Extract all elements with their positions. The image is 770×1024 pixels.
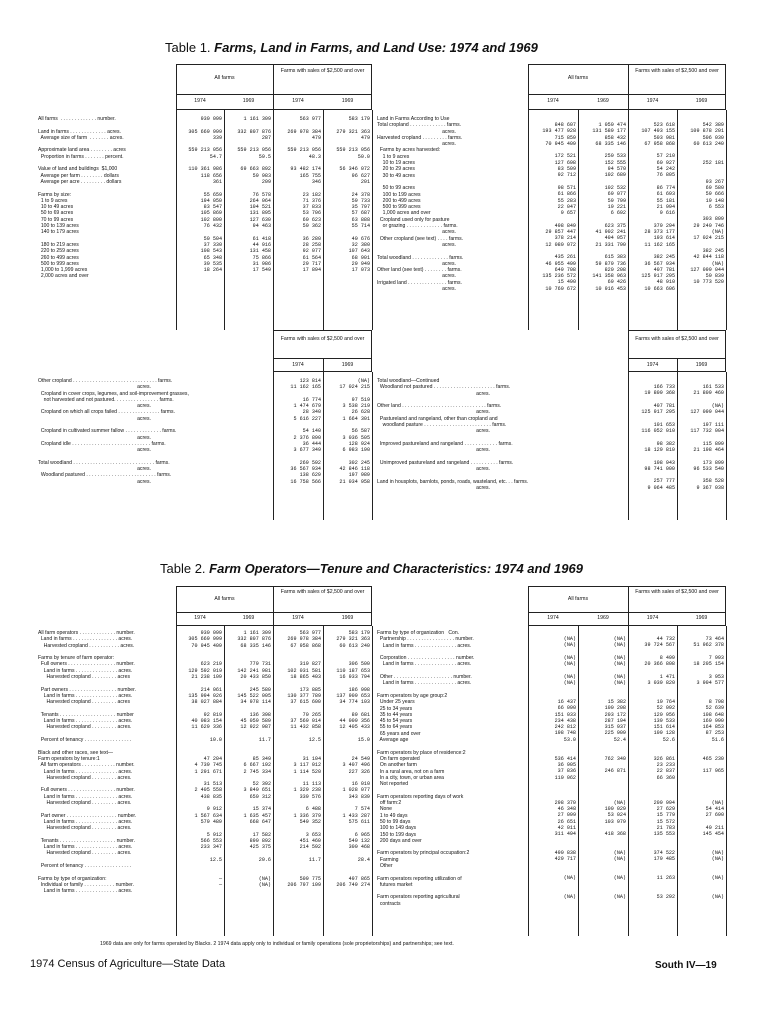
divider	[528, 626, 529, 936]
divider	[372, 110, 373, 330]
t1-low-right-sales: Farms with sales of $2,500 and over	[635, 336, 719, 342]
t1-mid-labels: Land in Farms According to Use Total cropland . . . . . . . . . . . . . farms. acres. Harvested cropland . . . . . . . . . farms. acres. Farms by acres harvested: 1 to 9 acres 10 to 19 acres 20 to 29 acres 30 to 49 acres 50 to 99 acres 100 to 199 acres 200 to 499 acres 500 to 999 acres 1,000 acres and over Cropland used only for pasture or grazing . . . . . . . . . . . . . farms. acres. Other cropland (see text) . . . . farms. acres. Total woodland . . . . . . . . . . . . . farms. acres. Other land (see text) . . . . . . . . farms. acres. Irrigated land . . . . . . . . . . . . . . farms. acres.	[377, 116, 464, 293]
footer-page-number: South IV—19	[655, 960, 717, 971]
t2-hdr-all-r: All farms	[567, 596, 589, 602]
t1-low-left-1969: 1969	[341, 362, 354, 368]
table2-number: Table 2.	[160, 561, 206, 576]
divider	[176, 626, 177, 936]
table2-title	[160, 561, 583, 576]
t2-right-1974-all: (NA) (NA) (NA) (NA) (NA) (NA) 16 437 66 090 151 033 234 438 242 812 198 748 53.0 536 414 36 905 37 836 110 062 298 370 46 348 27 099 26 651 42 011 311 494 490 838 429 717 (NA) (NA)	[554, 636, 576, 901]
t1-hdr-1969a: 1969	[242, 98, 255, 104]
divider	[323, 626, 324, 936]
t1-hdr-1969c: 1969	[597, 98, 609, 104]
t2-left-1969-sales: 583 179 279 321 363 60 613 240 306 500 110 187 653 16 933 794 186 998 137 909 653 34 774 103 89 681 44 009 356 12 405 433 15.0 24 549 3 407 496 227 326 16 010 1 028 077 343 839 7 574 1 433 287 575 611 6 965 540 132 300 468 28.4 497 865 206 749 274	[336, 630, 370, 888]
t1-low-left-1969-values: (NA) 17 024 215 97 519 3 538 219 26 628 1 664 301 56 587 3 036 505 128 924 6 983 190 302 245 42 846 118 197 989 21 034 958	[339, 378, 370, 485]
t1-low-left-1974-values: 123 814 11 162 165 16 774 1 474 679 28 340 5 616 227 54 140 2 376 890 36 444 3 677 349 269 592 36 567 934 138 629 16 758 566	[290, 378, 321, 485]
t2-hdr-sales-r: Farms with sales of $2,500 and over	[635, 589, 719, 595]
divider	[726, 626, 727, 936]
divider	[176, 94, 372, 95]
divider	[323, 372, 324, 520]
t2-hdr-all: All farms	[214, 596, 235, 602]
t1-low-right-1974-values: 166 733 19 809 368 407 781 125 917 295 101 653 116 052 010 98 382 18 129 810 108 943 98 741 000 257 777 9 064 485	[641, 384, 675, 491]
t1-low-left-1974: 1974	[292, 362, 304, 368]
divider	[224, 110, 225, 330]
divider	[528, 110, 529, 330]
divider	[528, 612, 726, 613]
t1-left-labels: All farms . . . . . . . . . . . . . number. Land in farms . . . . . . . . . . . . . acres. Average size of farm . . . . . . . acres. Approximate land area . . . . . . . . acres Proportion in farms . . . . . . . percent. Value of land and buildings $1,000 Average per farm . . . . . . . . dollars Average per acre . . . . . . . . . dollars Farms by size: 1 to 9 acres 10 to 49 acres 50 to 69 acres 70 to 99 acres 100 to 139 acres 140 to 179 acres 180 to 219 acres 220 to 259 acres 260 to 499 acres 500 to 999 acres 1,000 to 1,999 acres 2,000 acres and over	[38, 116, 126, 280]
t1-hdr-1974d: 1974	[646, 98, 659, 104]
t2-left-labels: All farm operators . . . . . . . . . . . . . number. Land in farms . . . . . . . . . . . . . . . . acres. Harvested cropland . . . . . . . . . . . acres. Farms by tenure of farm operator: Full owners . . . . . . . . . . . . . . . . . number. Land in farms . . . . . . . . . . . . . . . acres. Harvested cropland . . . . . . . . . acres Part owners . . . . . . . . . . . . . . . . . number. Land in farms . . . . . . . . . . . . . . . acres. Harvested cropland . . . . . . . . . acres Tenants . . . . . . . . . . . . . . . . . . . . number Land in farms . . . . . . . . . . . . . . . acres. Harvested cropland . . . . . . . . . acres. Percent of tenancy . . . . . . . . . . . . . . . . . Black and other races, see text— Farm operators by tenure:1 All farm operators . . . . . . . . . . . . number. Land in farms . . . . . . . . . . . . . . . acres. Harvested cropland . . . . . . . . . acres. Full owners . . . . . . . . . . . . . . . . . number. Land in farms . . . . . . . . . . . . . . . acres. Harvested cropland . . . . . . . . . acres. Part owner . . . . . . . . . . . . . . . . . . number. Land in farms . . . . . . . . . . . . . . . acres. Harvested cropland . . . . . . . . . acres. Tenants . . . . . . . . . . . . . . . . . . . . number. Land in farms . . . . . . . . . . . . . . . acres. Harvested cropland . . . . . . . . . acres. Percent of tenancy . . . . . . . . . . . . . . . . . Farms by type of organization: Individual or family . . . . . . . . . . . number. Land in farms . . . . . . . . . . . . . . . acres.	[38, 630, 137, 895]
t1-hdr-1974b: 1974	[292, 98, 304, 104]
t1-mid-1974-sales: 523 618 107 493 155 503 981 67 958 868 57 210 60 927 54 242 76 805 86 774 61 693 55 181 21 994 9 616 379 294 28 373 177 193 614 11 162 165 382 245 36 567 934 407 781 125 917 295 48 910 10 663 606	[641, 122, 675, 292]
divider	[323, 110, 324, 330]
divider	[273, 626, 274, 936]
divider	[372, 626, 373, 936]
divider	[578, 110, 579, 330]
t2-left-1974-all: 930 099 305 669 999 70 945 409 623 219 129 592 019 21 238 109 214 061 135 994 026 38 027 884 92 819 40 083 154 11 629 336 10.0 47 204 4 739 745 1 291 671 31 513 2 405 558 438 835 9 912 1 567 634 579 489 5 912 566 553 233 347 12.5 — —	[188, 630, 222, 888]
divider	[578, 626, 579, 936]
t2-hdr-sales: Farms with sales of $2,500 and over	[280, 589, 365, 595]
table1-title-text: Farms, Land in Farms, and Land Use: 1974 and 1969	[214, 40, 538, 55]
t1-hdr-all: All farms	[214, 75, 235, 81]
t2-left-1969-all: 1 161 309 332 807 876 68 335 146 779 731 142 241 981 20 433 850 245 580 145 522 005 34 978 114 136 398 45 059 589 12 922 987 11.7 85 349 6 667 192 2 745 334 52 392 3 840 651 650 312 15 374 1 635 457 668 647 17 582 890 892 425 375 20.6 (NA) (NA)	[237, 630, 271, 888]
divider	[677, 372, 678, 520]
divider	[628, 626, 629, 936]
t1-left-1969-sales: 583 179 279 321 363 479 559 213 056 50.0 56 346 072 96 627 201 24 378 59 733 35 797 57 687 63 888 55 714 40 676 32 380 107 643 68 901 29 949 17 073	[336, 116, 370, 274]
t2-right-1974-sales: 44 732 39 724 567 8 499 20 366 808 1 471 3 039 820 10 764 52 092 120 956 139 533 151 614 109 128 52.6 326 861 23 233 22 837 66 360 209 994 27 629 15 779 15 572 21 783 135 553 374 522 179 485 11 263 53 292	[644, 636, 675, 901]
t2-right-1969-sales: 73 464 51 962 378 7 993 18 205 154 3 953 3 904 577 8 798 52 639 108 648 160 990 164 853 87 253 51.6 465 230 117 965 (NA) 54 414 27 690 40 211 145 454 (NA) (NA) (NA) (NA)	[693, 636, 724, 901]
t2-left-1974-sales: 563 977 269 978 384 67 958 868 319 827 102 031 581 18 865 403 173 885 130 377 789 37 615 600 70 265 37 569 014 11 432 858 12.5 31 104 3 117 012 1 114 520 11 113 1 329 238 339 576 6 488 1 336 379 549 352 3 653 451 460 214 592 11.7 509 775 206 797 109	[287, 630, 321, 888]
t1-hdr-1974a: 1974	[194, 98, 206, 104]
footer-publication: 1974 Census of Agriculture—State Data	[30, 958, 226, 970]
t1-low-right-1974: 1974	[646, 362, 659, 368]
t1-hdr-sales-r: Farms with sales of $2,500 and over	[635, 68, 719, 74]
table2-title-text: Farm Operators—Tenure and Characteristics: 1974 and 1969	[209, 561, 583, 576]
divider	[273, 110, 274, 330]
t1-mid-1969-all: 1 050 474 131 589 177 858 432 68 335 146 250 533 152 555 94 570 102 689 102 532 69 077 59 799 19 221 6 692 623 375 41 902 241 404 057 21 331 790 615 383 59 879 736 820 208 141 358 963 69 426 10 916 453	[592, 122, 626, 292]
divider	[528, 94, 726, 95]
t2-hdr-1974a: 1974	[194, 615, 206, 621]
t1-low-left-sales: Farms with sales of $2,500 and over	[280, 336, 365, 342]
divider	[176, 110, 177, 330]
t1-hdr-1969d: 1969	[695, 98, 708, 104]
divider	[372, 372, 373, 520]
t1-low-left-labels: Other cropland . . . . . . . . . . . . . . . . . . . . . . . . . . . . . . farms. acres. Cropland in cover crops, legumes, and soil-improvement grasses, not harvested and not pastured. . . . . . . . . . . . . . . . farms. acres. Cropland on which all crops failed . . . . . . . . . . . . . . . farms. acres. Cropland in cultivated summer fallow . . . . . . . . . . . . . farms. acres. Cropland idle . . . . . . . . . . . . . . . . . . . . . . . . . . . . farms. acres. Total woodland . . . . . . . . . . . . . . . . . . . . . . . . . . . . . farms. acres. Woodland pastured . . . . . . . . . . . . . . . . . . . . . . . . . farms. acres.	[38, 378, 189, 485]
t1-mid-1969-sales: 542 389 109 878 201 506 030 60 613 240 252 181 93 267 69 580 59 666 19 148 6 553 303 809 29 240 746 (NA) 17 024 215 382 245 42 844 118 (NA) 127 099 044 50 839 10 773 520	[690, 122, 724, 286]
t1-left-1969-all: 1 161 309 332 807 876 287 559 213 056 59.5 69 663 892 59 983 209 76 578 264 064 104 521 131 895 127 630 94 463 61 418 44 916 131 458 75 866 31 986 17 549	[237, 116, 271, 274]
divider	[677, 110, 678, 330]
divider	[176, 612, 372, 613]
t1-mid-1974-all: 848 607 193 477 928 715 859 70 945 409 172 521 127 698 83 509 92 712 98 571 61 866 55 283 22 047 9 657 498 849 29 857 447 378 214 12 080 072 435 261 46 955 499 649 708 135 236 572 15 490 10 760 672	[542, 122, 576, 292]
t2-hdr-1974b: 1974	[292, 615, 304, 621]
divider	[726, 372, 727, 520]
t2-hdr-1969b: 1969	[341, 615, 354, 621]
t2-hdr-1969d: 1969	[695, 615, 708, 621]
t2-right-1969-all: (NA) (NA) (NA) (NA) (NA) (NA) 15 382 100 208 203 172 287 194 315 937 225 909 52.4 762 340 246 871 (NA) 100 029 53 024 103 979 418 368 (NA) (NA) (NA) (NA)	[604, 636, 626, 901]
table2-footnote: 1969 data are only for farms operated by Blacks. 2 1974 data apply only to individual or family operations (sole proprietorships) and partnerships; see text.	[100, 941, 454, 947]
divider	[224, 626, 225, 936]
t1-left-1974-all: 930 099 305 669 999 339 559 213 056 54.7 110 361 986 118 656 361 55 659 194 050 83 547 105 869 102 800 76 432 50 504 37 330 108 543 65 348 30 535 18 264	[188, 116, 222, 274]
divider	[628, 372, 629, 520]
t1-hdr-1974c: 1974	[547, 98, 559, 104]
table1-number: Table 1.	[165, 40, 211, 55]
t2-hdr-1969a: 1969	[242, 615, 255, 621]
divider	[677, 626, 678, 936]
t1-hdr-sales: Farms with sales of $2,500 and over	[280, 68, 365, 74]
divider	[273, 372, 274, 520]
divider	[628, 110, 629, 330]
t2-hdr-1974c: 1974	[547, 615, 559, 621]
t2-right-labels: Farms by type of organization Con. Partnership . . . . . . . . . . . . . . . . . number. Land in farms . . . . . . . . . . . . . . . acres. Corporation . . . . . . . . . . . . . . . . . number. Land in farms . . . . . . . . . . . . . . . acres. Other . . . . . . . . . . . . . . . . . . . . . number. Land in farms . . . . . . . . . . . . . . . acres. Farm operators by age group:2 Under 25 years 25 to 34 years 35 to 44 years 45 to 54 years 55 to 64 years 65 years and over Average age Farm operators by place of residence:2 On farm operated On another farm In a rural area, not on a farm In a city, town, or urban area Not reported Farm operators reporting days of work off farm:2 None 1 to 49 days 50 to 99 days 100 to 149 days 150 to 199 days 200 days and over Farm operators by principal occupation:2 Farming Other Farm operators reporting utilization of futures market Farm operators reporting agricultural contracts	[377, 630, 475, 907]
table1-title	[165, 40, 538, 55]
divider	[726, 110, 727, 330]
t1-low-right-1969: 1969	[695, 362, 708, 368]
t2-hdr-1974d: 1974	[646, 615, 659, 621]
t1-hdr-1969b: 1969	[341, 98, 354, 104]
t1-low-right-1969-values: 161 533 21 809 460 (NA) 127 099 044 197 111 117 732 004 115 899 21 198 464 173 899 96 533 540 358 528 9 367 038	[690, 384, 724, 491]
t1-low-right-labels: Total woodland—Continued Woodland not pastured . . . . . . . . . . . . . . . . . . . . . . farms. acres. Other land . . . . . . . . . . . . . . . . . . . . . . . . . . . . . . farms. acres. Pastureland and rangeland, other than cropland and woodland pasture . . . . . . . . . . . . . . . . . . . . . . . . farms. acres. Improved pastureland and rangeland . . . . . . . . . . . . farms. acres. Unimproved pastureland and rangeland . . . . . . . . . . farms. acres. Land in housplots, barnlots, ponds, roads, wasteland, etc. . . farms. acres.	[377, 378, 529, 492]
t1-left-1974-sales: 563 977 269 978 384 479 559 213 056 48.3 93 482 174 165 755 346 23 182 71 376 37 833 53 706 60 623 50 362 36 280 28 258 92 077 61 564 29 717 17 894	[287, 116, 321, 274]
t2-hdr-1969c: 1969	[597, 615, 609, 621]
t1-hdr-all-r: All farms	[567, 75, 589, 81]
